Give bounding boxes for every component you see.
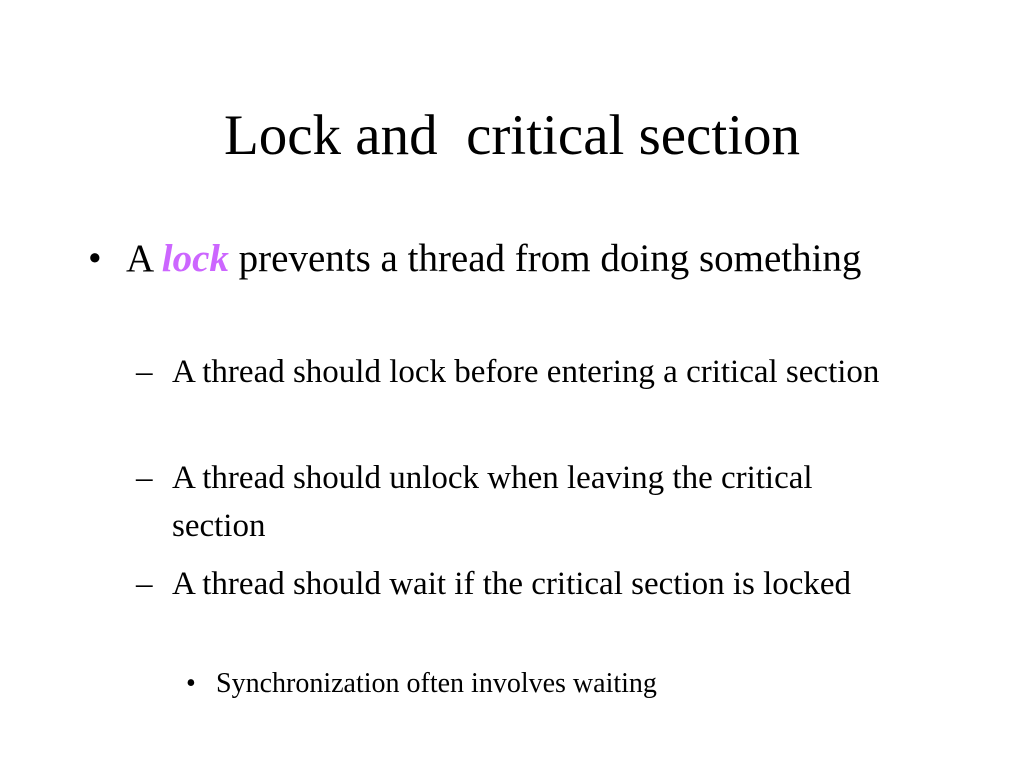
sub-bullet-text: A thread should unlock when leaving the critical section	[172, 460, 813, 544]
sub-bullet-text: A thread should lock before entering a critical section	[172, 354, 880, 390]
bullet-marker: •	[88, 237, 102, 280]
sub-bullet-text: A thread should wait if the critical section is locked	[172, 566, 852, 602]
sub-sub-bullet-text: Synchronization often involves waiting	[216, 668, 657, 699]
slide-title: Lock and critical section	[223, 104, 801, 167]
bullet-rest: prevents a thread from doing something	[228, 237, 862, 280]
sub-bullet-marker: –	[136, 460, 153, 496]
sub-bullet-marker: –	[136, 566, 153, 602]
bullet-prefix: A	[126, 237, 162, 280]
bullet-emphasis-lock: lock	[161, 237, 229, 280]
bullet-text	[126, 233, 886, 284]
sub-bullet-marker: –	[136, 354, 153, 390]
sub-sub-bullet-marker: •	[186, 668, 196, 699]
